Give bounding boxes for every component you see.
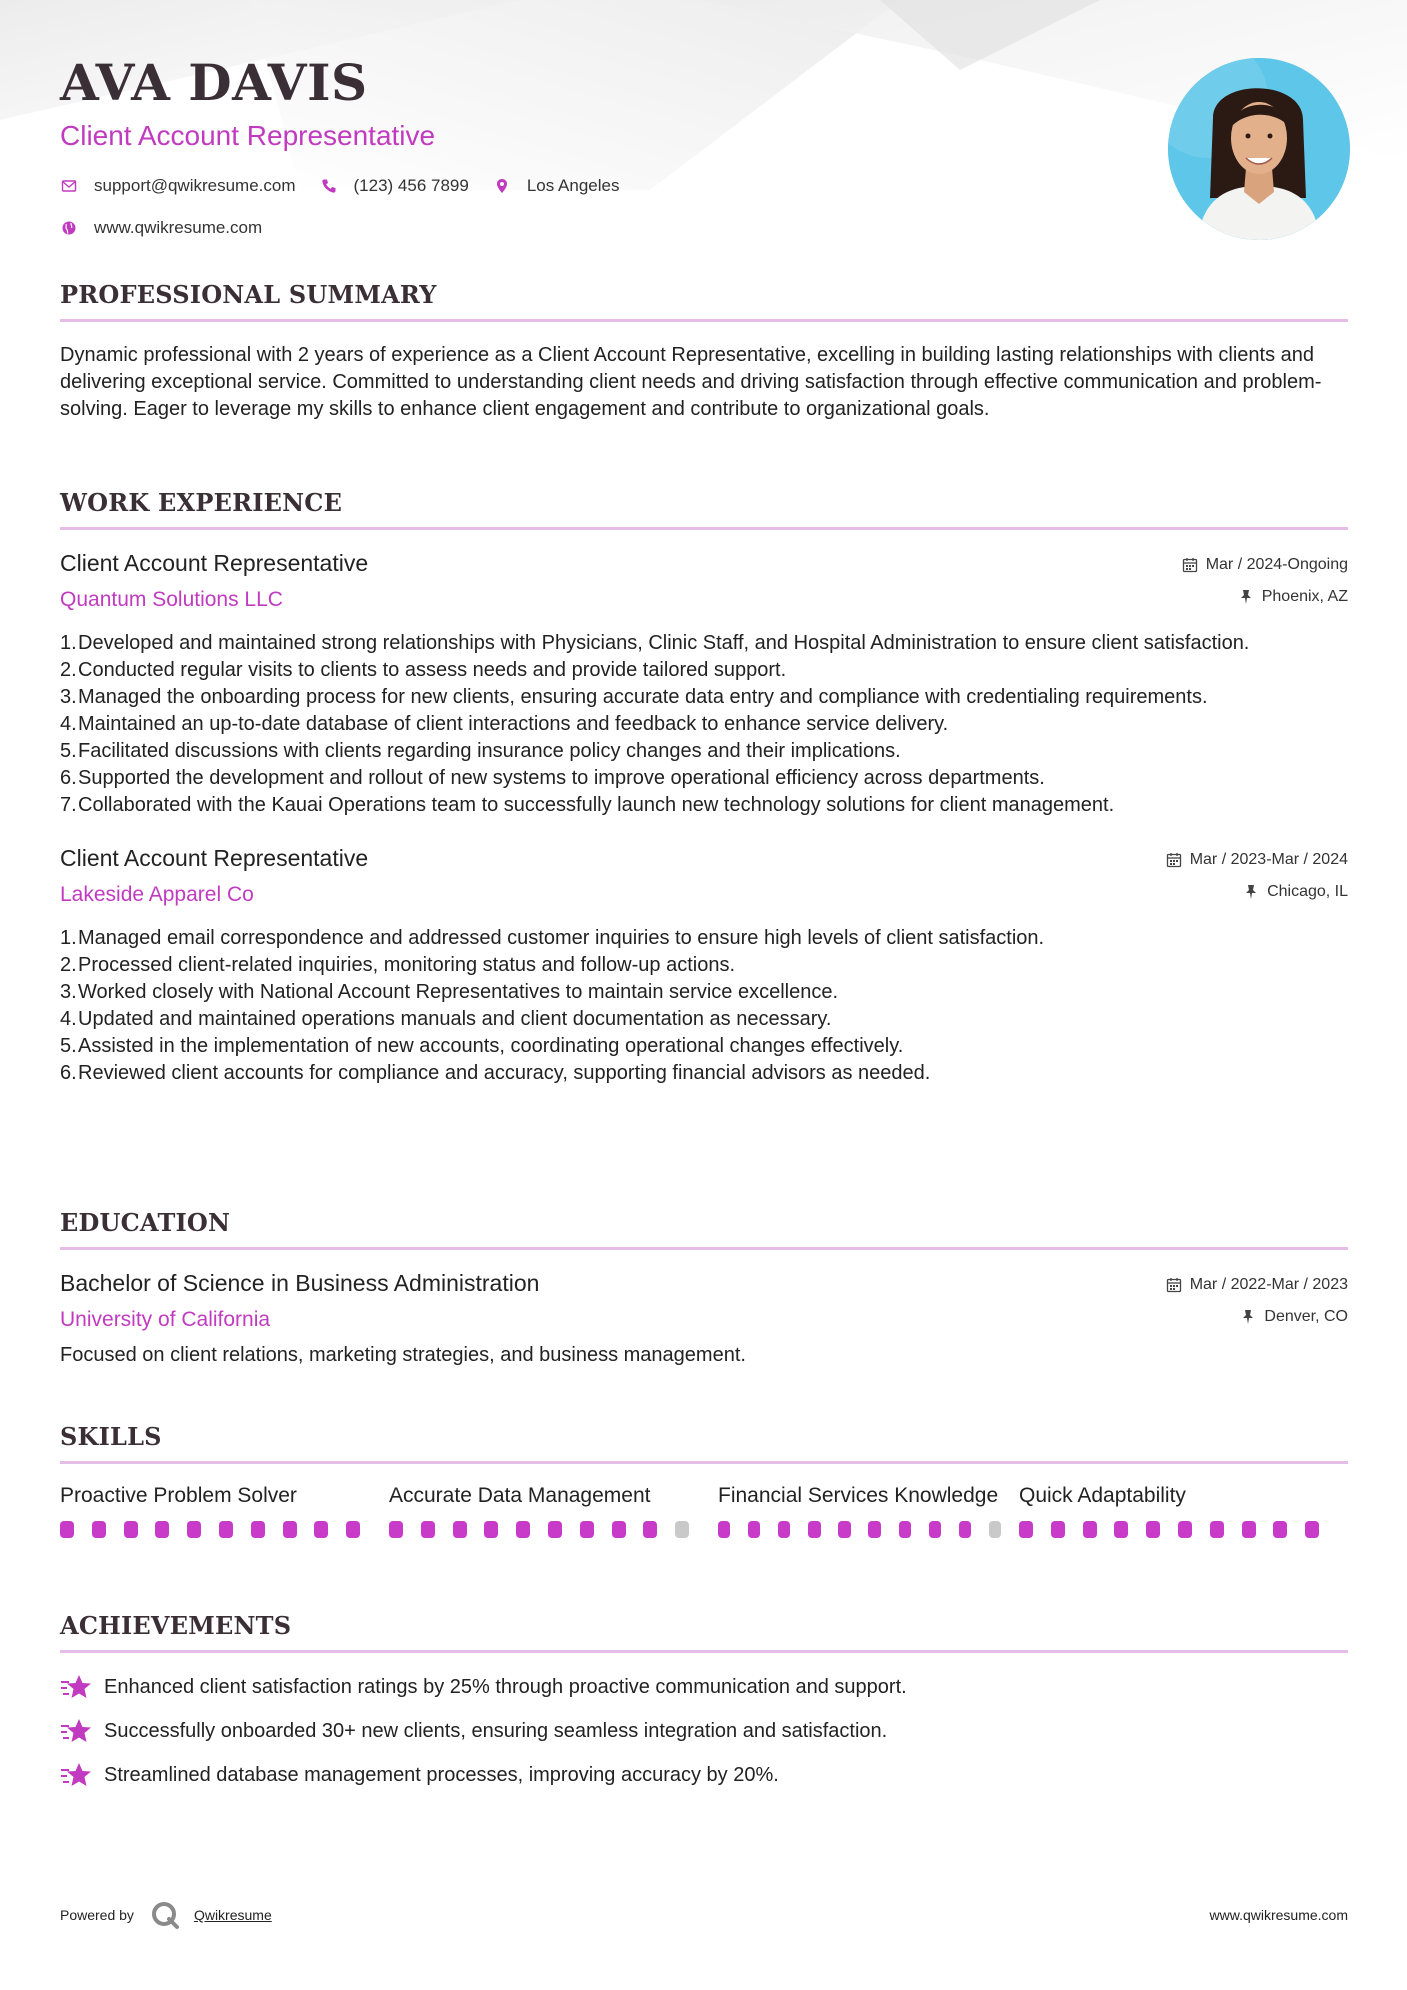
job-date — [1182, 556, 1348, 574]
contact-website[interactable] — [60, 218, 262, 238]
achievement-item — [60, 1709, 1348, 1753]
rating-dot-filled — [1305, 1521, 1319, 1538]
rating-dot-empty — [989, 1521, 1001, 1538]
education-heading: EDUCATION — [60, 1208, 231, 1237]
skills-heading: SKILLS — [60, 1422, 162, 1451]
skills-section — [60, 1422, 1348, 1538]
candidate-title: Client Account Representative — [60, 120, 436, 151]
list-item: 2. Processed client-related inquiries, monitoring status and follow-up actions. — [60, 954, 736, 976]
page-footer — [60, 1895, 1348, 1935]
rating-dot-filled — [1114, 1521, 1128, 1538]
list-item: 7. Collaborated with the Kauai Operations team to successfully launch new technology solutions for client management. — [60, 794, 1115, 816]
location-text: Los Angeles — [526, 176, 620, 195]
achievements-section — [60, 1611, 1348, 1797]
rating-dot-filled — [548, 1521, 562, 1538]
list-item: 5. Facilitated discussions with clients regarding insurance policy changes and their implications. — [60, 740, 901, 762]
skill-name: Financial Services Knowledge — [718, 1484, 999, 1507]
achievement-text: Streamlined database management processes, improving accuracy by 20%. — [104, 1763, 779, 1786]
rating-dot-filled — [899, 1521, 911, 1538]
summary-text: Dynamic professional with 2 years of experience as a Client Account Representative, excelling in building lasting relationships with clients and delivering exceptional service. Committed to understanding client needs and driving satisfaction through effective communication and problem-solving. Eager to leverage my skills to enhance client engagement and contribute to organizational goals. — [60, 344, 1322, 420]
job-entry — [60, 845, 1348, 1087]
footer-branding — [60, 1895, 272, 1935]
job-date — [1166, 851, 1348, 869]
envelope-icon — [60, 177, 78, 195]
achievement-text: Enhanced client satisfaction ratings by 25% through proactive communication and support. — [104, 1675, 907, 1698]
school-name: University of California — [60, 1308, 271, 1331]
list-item: 3. Worked closely with National Account Representatives to maintain service excellence. — [60, 981, 838, 1003]
rating-dot-filled — [1273, 1521, 1287, 1538]
list-item: 1. Developed and maintained strong relationships with Physicians, Clinic Staff, and Hospital Administration to ensure client satisfaction. — [60, 632, 1250, 654]
list-item: 6. Reviewed client accounts for compliance and accuracy, supporting financial advisors as needed. — [60, 1062, 931, 1084]
job-location — [1243, 883, 1348, 901]
section-divider — [60, 319, 1348, 322]
rating-dot-filled — [283, 1521, 297, 1538]
profile-photo — [1168, 58, 1350, 240]
education-section — [60, 1208, 1348, 1369]
job-title: Client Account Representative — [60, 550, 369, 576]
skill-name: Quick Adaptability — [1019, 1484, 1186, 1507]
experience-heading: WORK EXPERIENCE — [60, 488, 343, 517]
list-item: 4. Maintained an up-to-date database of client interactions and feedback to enhance service delivery. — [60, 713, 949, 735]
job-title: Client Account Representative — [60, 845, 369, 871]
rating-dot-filled — [1019, 1521, 1033, 1538]
skill-item — [1019, 1482, 1348, 1538]
pushpin-icon — [1240, 1309, 1256, 1325]
pushpin-icon — [1243, 884, 1259, 900]
calendar-icon — [1166, 852, 1182, 868]
skill-name: Proactive Problem Solver — [60, 1484, 297, 1507]
job-date-text: Mar / 2023-Mar / 2024 — [1189, 851, 1348, 868]
degree-title: Bachelor of Science in Business Administration — [60, 1270, 540, 1296]
resume-header — [60, 55, 1160, 258]
rating-dot-filled — [516, 1521, 530, 1538]
rating-dot-filled — [251, 1521, 265, 1538]
powered-by-text: Powered by — [60, 1907, 134, 1923]
rating-dot-filled — [959, 1521, 971, 1538]
summary-heading: PROFESSIONAL SUMMARY — [60, 280, 437, 309]
section-divider — [60, 1461, 1348, 1464]
job-bullets — [60, 925, 1348, 1087]
rating-dot-filled — [1178, 1521, 1192, 1538]
contact-location — [493, 176, 620, 196]
achievement-item — [60, 1665, 1348, 1709]
rating-dot-filled — [718, 1521, 730, 1538]
skill-item — [60, 1482, 389, 1538]
job-company: Lakeside Apparel Co — [60, 883, 254, 906]
contact-phone[interactable] — [320, 176, 469, 196]
rating-dot-filled — [929, 1521, 941, 1538]
pushpin-icon — [1238, 589, 1254, 605]
qwikresume-logo-icon — [150, 1900, 180, 1930]
section-divider — [60, 527, 1348, 530]
education-description: Focused on client relations, marketing strategies, and business management. — [60, 1344, 746, 1366]
skill-rating — [718, 1521, 1019, 1538]
education-location — [1240, 1308, 1348, 1326]
skill-item — [389, 1482, 718, 1538]
star-icon — [60, 1761, 92, 1789]
job-bullets — [60, 630, 1348, 819]
rating-dot-filled — [219, 1521, 233, 1538]
rating-dot-filled — [453, 1521, 467, 1538]
job-location-text: Chicago, IL — [1267, 883, 1348, 900]
rating-dot-filled — [155, 1521, 169, 1538]
rating-dot-filled — [838, 1521, 850, 1538]
job-location — [1238, 588, 1348, 606]
rating-dot-filled — [808, 1521, 820, 1538]
rating-dot-filled — [1210, 1521, 1224, 1538]
candidate-name: AVA DAVIS — [60, 53, 368, 112]
achievements-heading: ACHIEVEMENTS — [60, 1611, 292, 1640]
list-item: 1. Managed email correspondence and addressed customer inquiries to ensure high levels of client satisfaction. — [60, 927, 1045, 949]
achievement-item — [60, 1753, 1348, 1797]
experience-section — [60, 488, 1348, 1087]
education-date-text: Mar / 2022-Mar / 2023 — [1189, 1276, 1348, 1293]
globe-icon — [60, 219, 78, 237]
rating-dot-filled — [778, 1521, 790, 1538]
rating-dot-filled — [748, 1521, 760, 1538]
calendar-icon — [1182, 557, 1198, 573]
rating-dot-filled — [1242, 1521, 1256, 1538]
skill-rating — [389, 1521, 718, 1538]
skill-rating — [60, 1521, 389, 1538]
rating-dot-filled — [389, 1521, 403, 1538]
rating-dot-filled — [187, 1521, 201, 1538]
rating-dot-filled — [92, 1521, 106, 1538]
education-date — [1166, 1276, 1348, 1294]
job-company: Quantum Solutions LLC — [60, 588, 283, 611]
rating-dot-filled — [484, 1521, 498, 1538]
contact-email[interactable] — [60, 176, 296, 196]
phone-icon — [320, 177, 338, 195]
job-location-text: Phoenix, AZ — [1261, 588, 1348, 605]
skills-list — [60, 1482, 1348, 1538]
contact-info — [60, 174, 1160, 240]
rating-dot-filled — [868, 1521, 880, 1538]
summary-section — [60, 280, 1348, 423]
star-icon — [60, 1673, 92, 1701]
map-pin-icon — [493, 177, 511, 195]
rating-dot-filled — [421, 1521, 435, 1538]
website-text: www.qwikresume.com — [94, 218, 263, 237]
rating-dot-filled — [1083, 1521, 1097, 1538]
achievements-list — [60, 1665, 1348, 1797]
job-date-text: Mar / 2024-Ongoing — [1205, 556, 1348, 573]
achievement-text: Successfully onboarded 30+ new clients, ensuring seamless integration and satisfaction. — [104, 1719, 888, 1742]
list-item: 3. Managed the onboarding process for new clients, ensuring accurate data entry and compliance with credentialing requirements. — [60, 686, 1208, 708]
skill-rating — [1019, 1521, 1348, 1538]
email-text: support@qwikresume.com — [94, 176, 296, 195]
rating-dot-filled — [346, 1521, 360, 1538]
rating-dot-filled — [580, 1521, 594, 1538]
list-item: 5. Assisted in the implementation of new accounts, coordinating operational changes effectively. — [60, 1035, 904, 1057]
star-icon — [60, 1717, 92, 1745]
education-location-text: Denver, CO — [1264, 1308, 1348, 1325]
rating-dot-empty — [675, 1521, 689, 1538]
footer-url[interactable]: www.qwikresume.com — [1209, 1907, 1348, 1923]
list-item: 6. Supported the development and rollout of new systems to improve operational efficiency across departments. — [60, 767, 1045, 789]
section-divider — [60, 1650, 1348, 1653]
job-entry — [60, 550, 1348, 819]
section-divider — [60, 1247, 1348, 1250]
rating-dot-filled — [1051, 1521, 1065, 1538]
list-item: 2. Conducted regular visits to clients to assess needs and provide tailored support. — [60, 659, 787, 681]
rating-dot-filled — [60, 1521, 74, 1538]
list-item: 4. Updated and maintained operations manuals and client documentation as necessary. — [60, 1008, 832, 1030]
phone-text: (123) 456 7899 — [353, 176, 469, 195]
rating-dot-filled — [1146, 1521, 1160, 1538]
rating-dot-filled — [124, 1521, 138, 1538]
rating-dot-filled — [643, 1521, 657, 1538]
footer-brand-link[interactable]: Qwikresume — [193, 1907, 272, 1923]
rating-dot-filled — [314, 1521, 328, 1538]
skill-name: Accurate Data Management — [389, 1484, 651, 1507]
rating-dot-filled — [612, 1521, 626, 1538]
calendar-icon — [1166, 1277, 1182, 1293]
skill-item — [718, 1482, 1019, 1538]
